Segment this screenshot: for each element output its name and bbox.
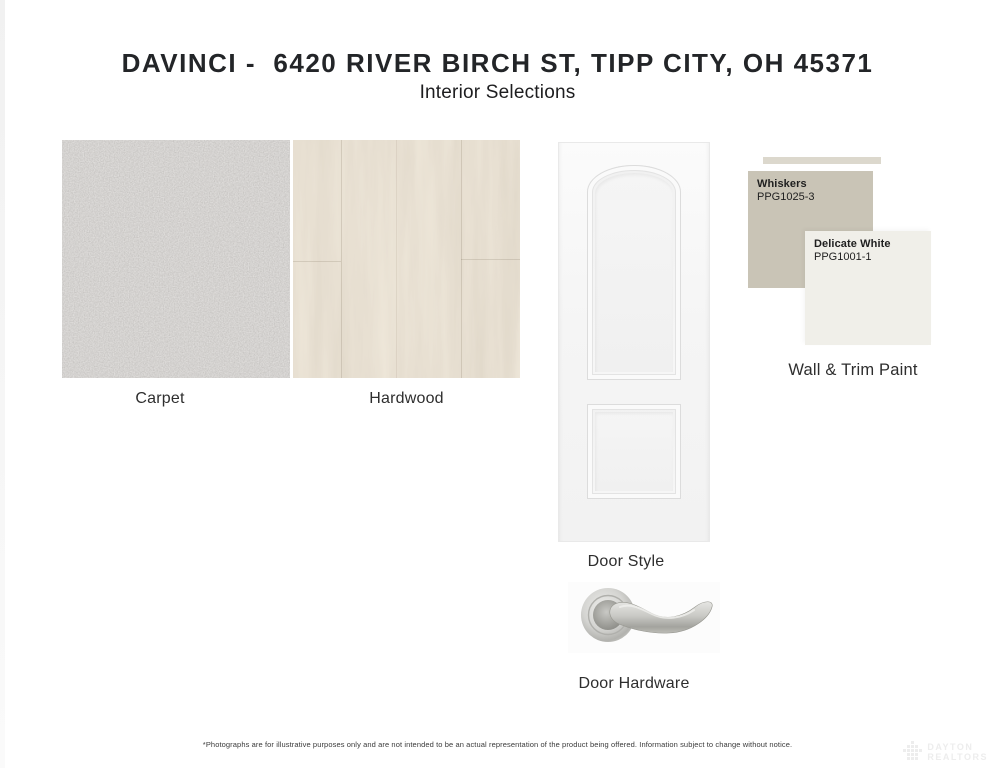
door-style-label: Door Style [587,553,665,570]
door-hardware-label: Door Hardware [578,675,690,692]
plank-seam [341,140,342,378]
door-hardware-image [568,582,720,653]
plank-seam [461,259,520,260]
brokerage-watermark [903,741,988,763]
realtors-logo-icon [903,741,923,763]
door-style-image [558,142,710,542]
page-subtitle: Interior Selections [419,82,576,103]
paint-code: PPG1025-3 [757,191,815,203]
plank-seam [396,140,397,378]
carpet-swatch-image [62,140,290,378]
paint-name: Whiskers [757,178,807,190]
disclaimer-text: *Photographs are for illustrative purposes only and are not intended to be an actual representation of the product being offered. Information subject to change without notice. [202,740,793,749]
door-top-panel [587,165,681,380]
paint-label: Wall & Trim Paint [788,361,918,379]
page-left-edge [0,0,5,768]
carpet-label: Carpet [135,390,185,407]
paint-chip-edge [763,157,881,164]
door-bottom-panel [587,404,681,499]
hardwood-label: Hardwood [369,390,444,407]
paint-name: Delicate White [814,238,891,250]
lever-handle-icon [568,582,720,653]
plank-seam [293,261,341,262]
hardwood-swatch-image [293,140,520,378]
page-title: DAVINCI - 6420 RIVER BIRCH ST, TIPP CITY, OH 45371 [121,48,874,78]
paint-swatch-delicate-white [805,231,931,345]
paint-code: PPG1001-1 [814,251,872,263]
watermark-line2: REALTORS [927,752,988,762]
watermark-line1: DAYTON [927,742,974,752]
